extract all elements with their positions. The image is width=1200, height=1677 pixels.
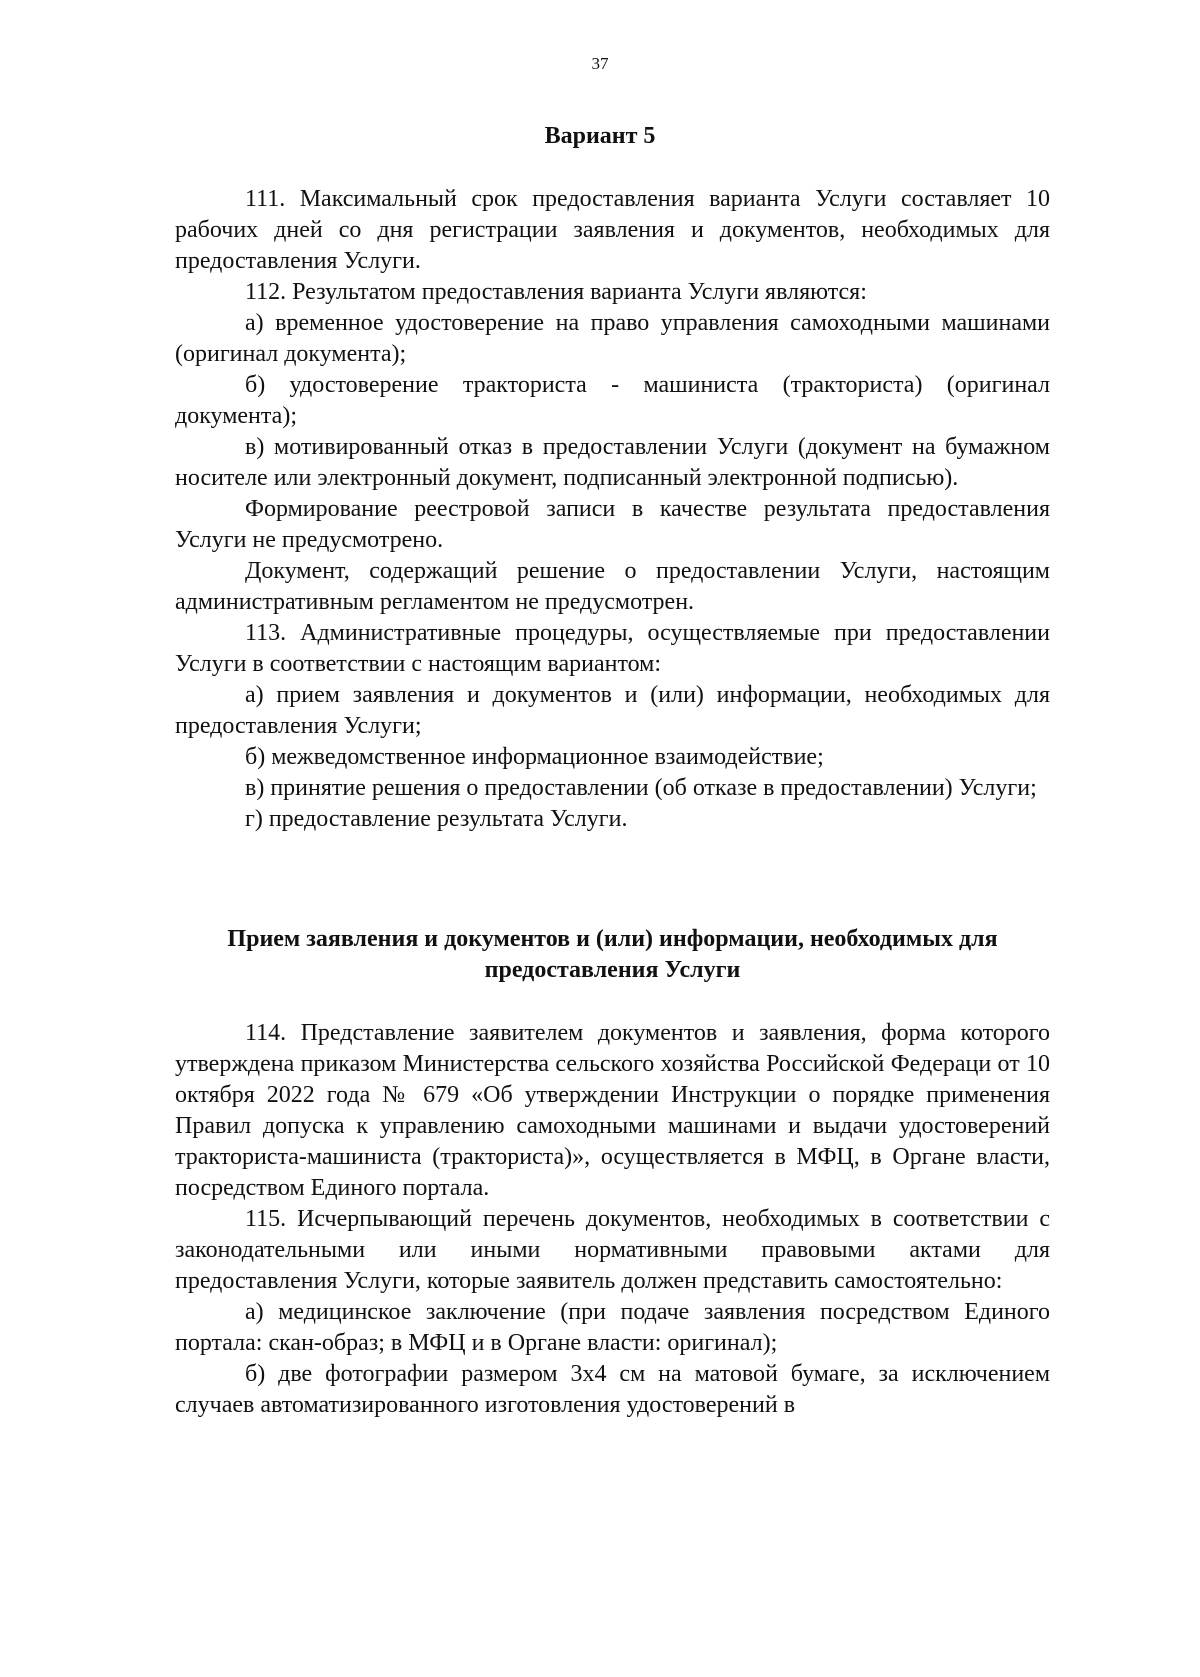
list-item-112-a: а) временное удостоверение на право управления самоходными машинами (оригинал документа);	[175, 310, 1050, 367]
paragraph-115: 115. Исчерпывающий перечень документов, необходимых в соответствии с законодательными или иными нормативными правовыми актами для предоставления Услуги, которые заявитель должен представить самостоятельно:	[175, 1206, 1050, 1294]
list-item-112-v: в) мотивированный отказ в предоставлении Услуги (документ на бумажном носителе или электронный документ, подписанный электронной подписью).	[175, 434, 1050, 491]
list-item-113-a: а) прием заявления и документов и (или) информации, необходимых для предоставления Услуги;	[175, 682, 1050, 739]
section-heading: Прием заявления и документов и (или) информации, необходимых для предоставления Услуги	[227, 926, 998, 983]
paragraph-113: 113. Административные процедуры, осуществляемые при предоставлении Услуги в соответствии с настоящим вариантом:	[175, 620, 1050, 677]
list-item-115-a: а) медицинское заключение (при подаче заявления посредством Единого портала: скан-образ; в МФЦ и в Органе власти: оригинал);	[175, 1299, 1050, 1356]
list-item-113-v: в) принятие решения о предоставлении (об отказе в предоставлении) Услуги;	[245, 775, 1037, 801]
paragraph-114: 114. Представление заявителем документов и заявления, форма которого утверждена приказом Министерства сельского хозяйства Российской Федераци от 10 октября 2022 года № 679 «Об утверждении Инструкции о порядке применения Правил допуска к управлению самоходными машинами и выдачи удостоверений тракториста-машиниста (тракториста)», осуществляется в МФЦ, в Органе власти, посредством Единого портала.	[175, 1020, 1050, 1201]
list-item-112-b: б) удостоверение тракториста - машиниста (тракториста) (оригинал документа);	[175, 372, 1050, 429]
variant-heading: Вариант 5	[544, 123, 656, 149]
body-section-variant	[175, 184, 1050, 835]
body-section-reception	[175, 1018, 1050, 1421]
paragraph-112: 112. Результатом предоставления варианта Услуги являются:	[245, 279, 867, 305]
list-item-115-b: б) две фотографии размером 3x4 см на матовой бумаге, за исключением случаев автоматизированного изготовления удостоверений в	[175, 1361, 1050, 1418]
paragraph-registry-record: Формирование реестровой записи в качестве результата предоставления Услуги не предусмотрено.	[175, 496, 1050, 553]
list-item-113-b: б) межведомственное информационное взаимодействие;	[245, 744, 824, 770]
list-item-113-g: г) предоставление результата Услуги.	[245, 806, 628, 832]
paragraph-decision-document: Документ, содержащий решение о предоставлении Услуги, настоящим административным регламентом не предусмотрен.	[175, 558, 1050, 615]
page-number: 37	[591, 54, 609, 73]
paragraph-111: 111. Максимальный срок предоставления варианта Услуги составляет 10 рабочих дней со дня регистрации заявления и документов, необходимых для предоставления Услуги.	[175, 186, 1050, 274]
